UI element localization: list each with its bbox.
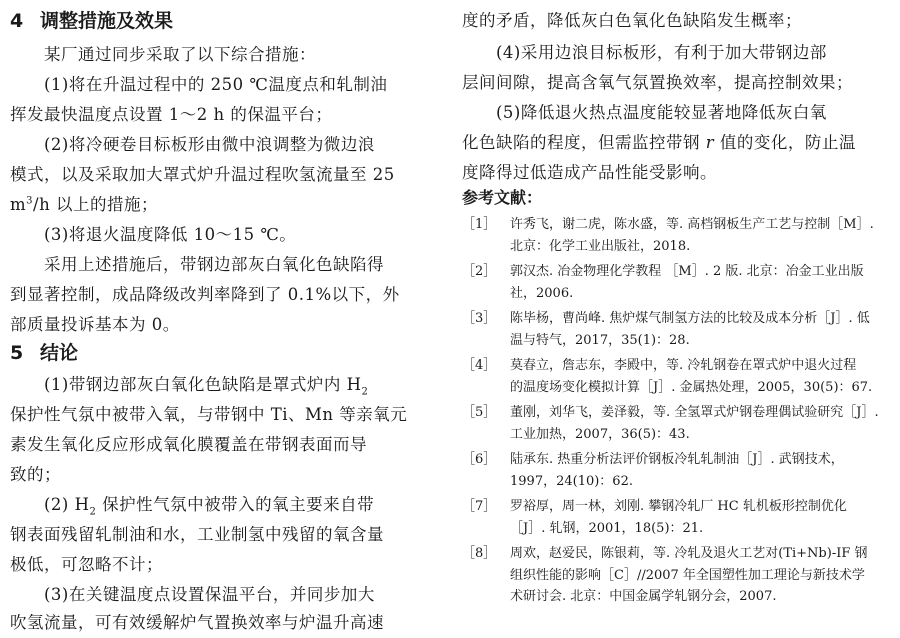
section-5-number: 5	[10, 342, 24, 364]
paragraph-line-h2	[44, 370, 368, 400]
reference-text: 工业加热，2007，36(5)：43.	[510, 426, 690, 442]
reference-text: 温与特气，2017，35(1)：28.	[510, 332, 690, 348]
section-4-title: 调整措施及效果	[40, 10, 174, 32]
reference-number: ［2］	[462, 264, 497, 279]
h2-subscript: 2	[89, 506, 97, 518]
paragraph-line: 保护性气氛中被带入氧，与带钢中 Ti、Mn 等亲氧元	[10, 405, 408, 424]
reference-text: 莫春立，詹志东，李殿中，等. 冷轧钢卷在罩式炉中退火过程	[510, 358, 857, 373]
section-5-heading	[10, 338, 78, 368]
section-5-title: 结论	[40, 342, 79, 364]
paragraph-line: 吹氢流量，可有效缓解炉气置换效率与炉温升高速	[10, 613, 384, 632]
references-title: 参考文献：	[462, 188, 543, 207]
paragraph-line: 到显著控制，成品降级改判率降到了 0.1%以下，外	[10, 285, 400, 304]
reference-text: 1997，24(10)：62.	[510, 473, 633, 489]
paragraph-line: 致的；	[10, 465, 61, 484]
paragraph-line: 度降得过低造成产品性能受影响。	[462, 163, 717, 182]
paragraph-line-flow-unit	[10, 190, 158, 220]
reference-number: ［3］	[462, 311, 497, 326]
unit-rest: /h 以上的措施；	[33, 195, 158, 214]
section-4-number: 4	[10, 10, 24, 32]
paragraph-line-r-value	[462, 128, 856, 158]
unit-superscript: 3	[26, 195, 34, 207]
paragraph-line: 部质量投诉基本为 0。	[10, 315, 180, 334]
paragraph-line: (3)在关键温度点设置保温平台，并同步加大	[44, 585, 375, 604]
paragraph-line: (3)将退火温度降低 10～15 ℃。	[44, 225, 297, 244]
paragraph-line: 挥发最快温度点设置 1～2 h 的保温平台；	[10, 105, 333, 124]
conclusion-2-rest: 保护性气氛中被带入的氧主要来自带	[96, 495, 375, 514]
conclusion-5-text: 化色缺陷的程度，但需监控带钢	[462, 133, 706, 152]
paragraph-line: (4)采用边浪目标板形，有利于加大带钢边部	[496, 43, 827, 62]
unit-m: m	[10, 195, 27, 214]
paragraph-line: 极低，可忽略不计；	[10, 555, 163, 574]
reference-text: 组织性能的影响［C］//2007 年全国塑性加工理论与新技术学	[510, 567, 865, 583]
reference-number: ［8］	[462, 546, 497, 561]
conclusion-5-rest: 值的变化，防止温	[714, 133, 856, 152]
paragraph-line: 钢表面残留轧制油和水，工业制氢中残留的氧含量	[10, 525, 384, 544]
paragraph-line: 层间间隙，提高含氧气氛置换效率，提高控制效果；	[462, 73, 853, 92]
paragraph-line: 采用上述措施后，带钢边部灰白氧化色缺陷得	[44, 255, 384, 274]
reference-text: 许秀飞，谢二虎，陈水盛，等. 高档钢板生产工艺与控制［M］.	[510, 217, 874, 232]
reference-text: ［J］. 轧钢，2001，18(5)：21.	[510, 520, 704, 536]
reference-text: 周欢，赵爱民，陈银莉，等. 冷轧及退火工艺对(Ti+Nb)-IF 钢	[510, 546, 868, 561]
reference-number: ［7］	[462, 499, 497, 514]
conclusion-2-start: (2) H	[44, 495, 90, 514]
r-value-symbol: r	[705, 133, 715, 152]
reference-text: 罗裕厚，周一林，刘刚. 攀钢冷轧厂 HC 轧机板形控制优化	[510, 499, 847, 514]
reference-text: 社，2006.	[510, 285, 574, 301]
reference-number: ［5］	[462, 405, 497, 420]
paragraph-line-h2	[44, 490, 374, 520]
section-4-heading	[10, 6, 173, 36]
reference-number: ［1］	[462, 217, 497, 232]
reference-text: 的温度场变化模拟计算［J］. 金属热处理，2005，30(5)：67.	[510, 379, 873, 395]
reference-text: 陆承东. 热重分析法评价钢板冷轧轧制油［J］. 武钢技术，	[510, 452, 844, 467]
conclusion-1-text: (1)带钢边部灰白氧化色缺陷是罩式炉内 H	[44, 375, 362, 394]
reference-text: 陈毕杨，曹尚峰. 焦炉煤气制氢方法的比较及成本分析［J］. 低	[510, 311, 870, 326]
paragraph-line: (2)将冷硬卷目标板形由微中浪调整为微边浪	[44, 135, 375, 154]
h2-subscript: 2	[361, 386, 369, 398]
paragraph-line: (1)将在升温过程中的 250 ℃温度点和轧制油	[44, 75, 388, 94]
reference-number: ［4］	[462, 358, 497, 373]
reference-text: 北京：化学工业出版社，2018.	[510, 238, 691, 254]
paragraph-line: 素发生氧化反应形成氧化膜覆盖在带钢表面而导	[10, 435, 367, 454]
paragraph-line: 模式，以及采取加大罩式炉升温过程吹氢流量至 25	[10, 165, 395, 184]
reference-text: 郭汉杰. 冶金物理化学教程 ［M］. 2 版. 北京：冶金工业出版	[510, 264, 864, 279]
paragraph-line: (5)降低退火热点温度能较显著地降低灰白氧	[496, 103, 827, 122]
reference-text: 术研讨会. 北京：中国金属学轧钢分会，2007.	[510, 589, 777, 604]
reference-number: ［6］	[462, 452, 497, 467]
reference-text: 董刚，刘华飞，姜泽毅，等. 全氢罩式炉钢卷理偶试验研究［J］.	[510, 405, 879, 420]
paragraph-line: 某厂通过同步采取了以下综合措施：	[44, 45, 316, 64]
paragraph-line: 度的矛盾，降低灰白色氧化色缺陷发生概率；	[462, 11, 802, 30]
